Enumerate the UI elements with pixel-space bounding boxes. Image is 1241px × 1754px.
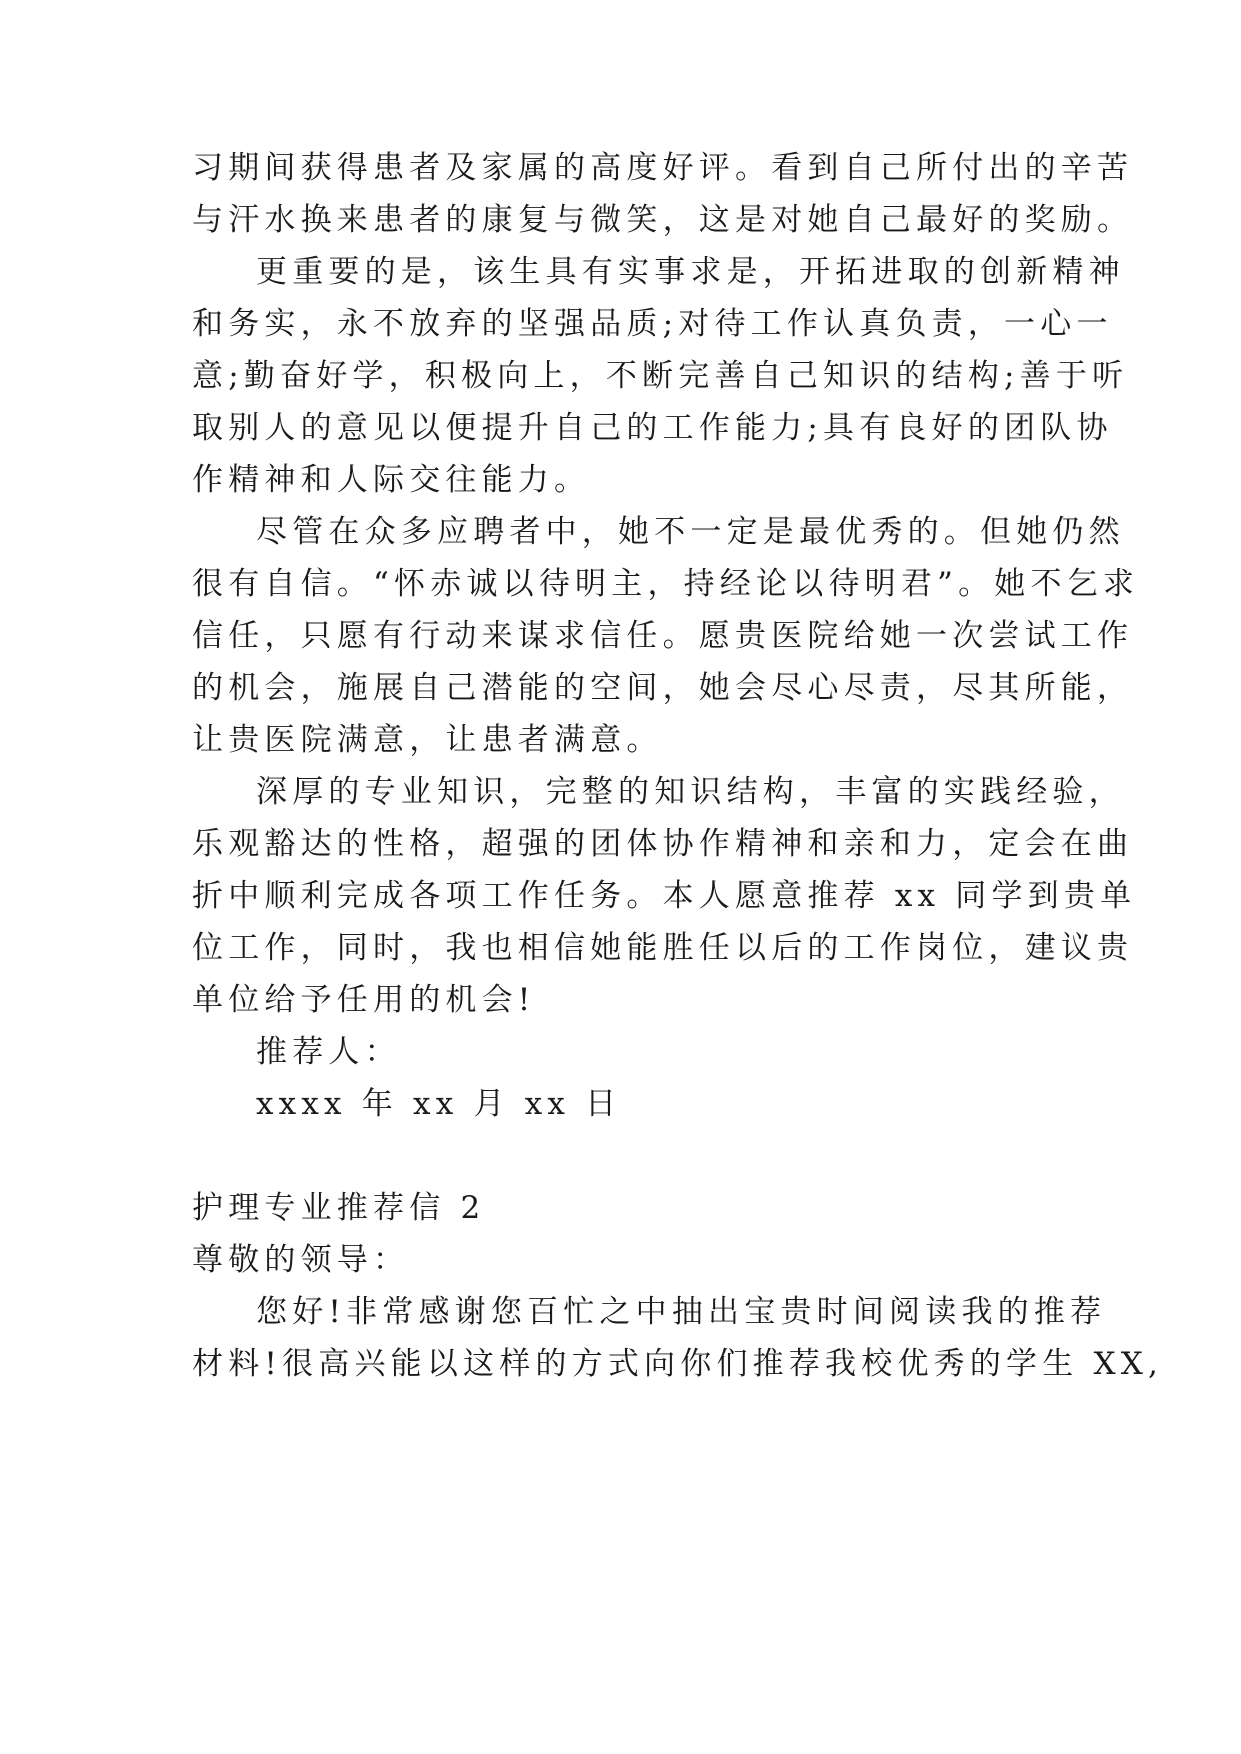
paragraph-start: 尽管在众多应聘者中，她不一定是最优秀的。但她仍然 bbox=[256, 514, 1125, 550]
section-title: 护理专业推荐信 2 bbox=[192, 1190, 486, 1226]
text-line: 很有自信。“怀赤诚以待明主，持经论以待明君”。她不乞求 bbox=[192, 566, 1140, 602]
signature-label: 推荐人： bbox=[256, 1034, 401, 1070]
text-line: 习期间获得患者及家属的高度好评。看到自己所付出的辛苦 bbox=[192, 150, 1134, 186]
text-line: 和务实，永不放弃的坚强品质;对待工作认真负责，一心一 bbox=[192, 306, 1113, 342]
text-line: 乐观豁达的性格，超强的团体协作精神和亲和力，定会在曲 bbox=[192, 826, 1134, 862]
paragraph-start: 您好!非常感谢您百忙之中抽出宝贵时间阅读我的推荐 bbox=[256, 1294, 1107, 1330]
signature-date: xxxx 年 xx 月 xx 日 bbox=[256, 1086, 622, 1122]
text-line: 意;勤奋好学，积极向上，不断完善自己知识的结构;善于听 bbox=[192, 358, 1129, 394]
text-line: 材料!很高兴能以这样的方式向你们推荐我校优秀的学生 XX, bbox=[192, 1346, 1164, 1382]
paragraph-start: 深厚的专业知识，完整的知识结构，丰富的实践经验， bbox=[256, 774, 1125, 810]
text-line: 让贵医院满意，让患者满意。 bbox=[192, 722, 663, 758]
text-line: 取别人的意见以便提升自己的工作能力;具有良好的团队协 bbox=[192, 410, 1113, 446]
text-line: 信任，只愿有行动来谋求信任。愿贵医院给她一次尝试工作 bbox=[192, 618, 1134, 654]
text-line: 单位给予任用的机会! bbox=[192, 982, 536, 1018]
text-line: 作精神和人际交往能力。 bbox=[192, 462, 591, 498]
text-line: 的机会，施展自己潜能的空间，她会尽心尽责，尽其所能， bbox=[192, 670, 1134, 706]
salutation: 尊敬的领导： bbox=[192, 1242, 410, 1278]
text-line: 折中顺利完成各项工作任务。本人愿意推荐 xx 同学到贵单 bbox=[192, 878, 1137, 914]
paragraph-start: 更重要的是，该生具有实事求是，开拓进取的创新精神 bbox=[256, 254, 1125, 290]
text-line: 位工作，同时，我也相信她能胜任以后的工作岗位，建议贵 bbox=[192, 930, 1134, 966]
text-line: 与汗水换来患者的康复与微笑，这是对她自己最好的奖励。 bbox=[192, 202, 1134, 238]
